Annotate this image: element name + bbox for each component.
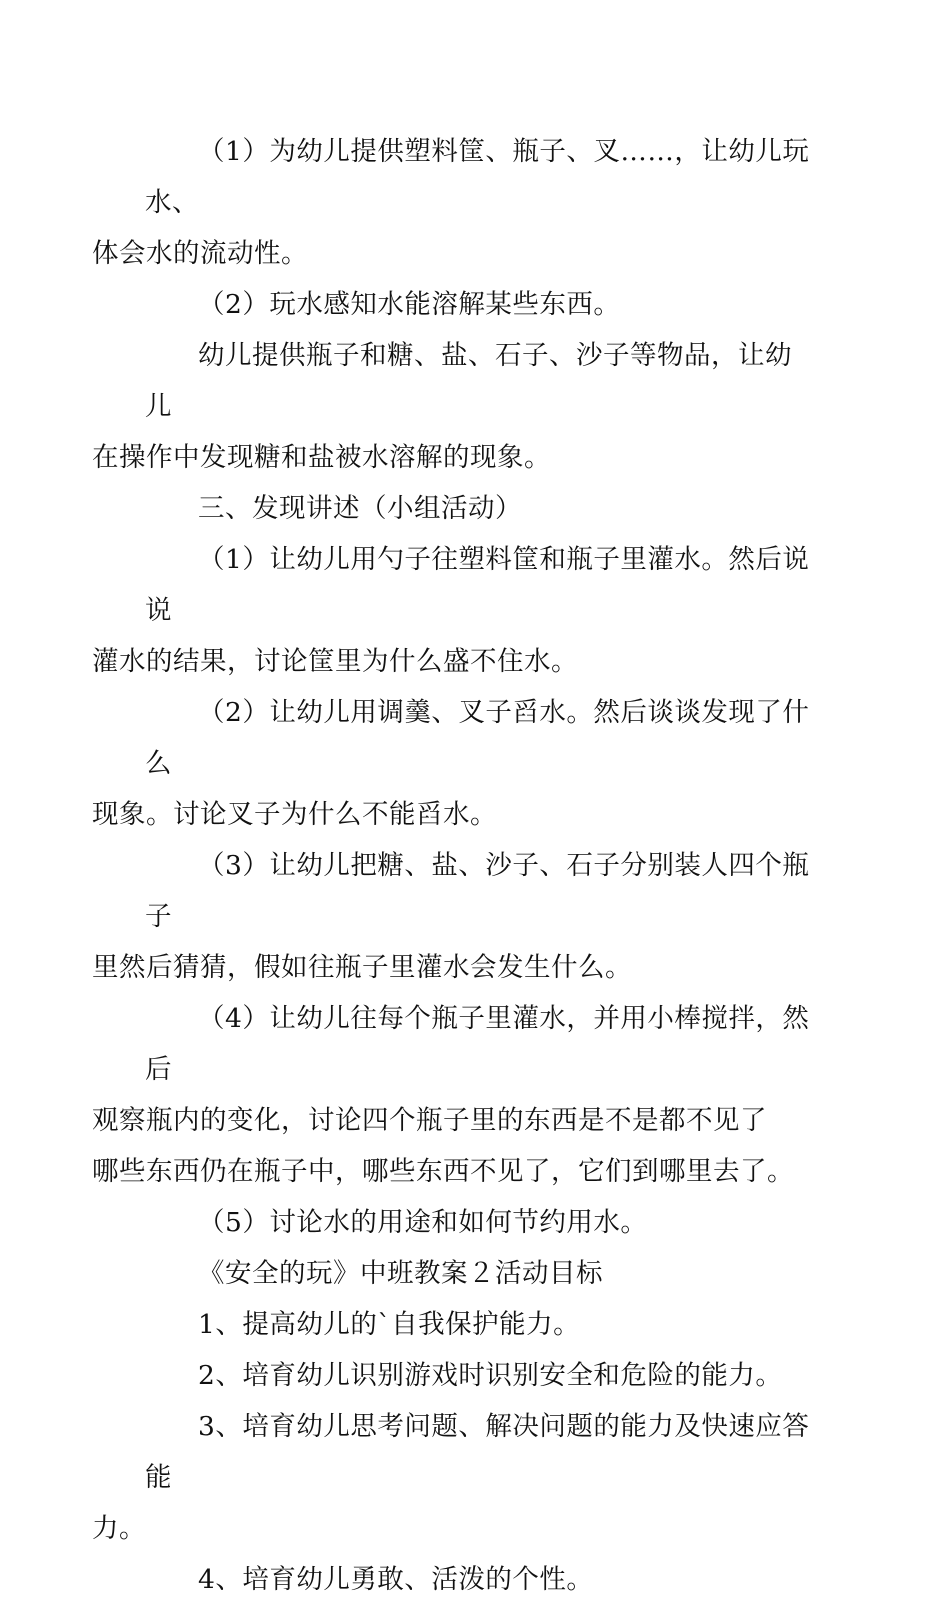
text-line: （1）让幼儿用勺子往塑料筐和瓶子里灌水。然后说说: [145, 544, 810, 626]
paragraph-step-5: [145, 1197, 813, 1248]
document-body: [92, 126, 813, 1605]
text-line: 1、提高幼儿的`自我保护能力。: [198, 1309, 581, 1340]
text-line: 三、发现讲述（小组活动）: [198, 493, 522, 524]
text-line: 3、培育幼儿思考问题、解决问题的能力及快速应答能: [145, 1411, 810, 1493]
text-line: （5）讨论水的用途和如何节约用水。: [198, 1207, 648, 1238]
text-line: （3）让幼儿把糖、盐、沙子、石子分别装人四个瓶子: [145, 850, 810, 932]
text-line: 里然后猜猜，假如往瓶子里灌水会发生什么。: [92, 952, 632, 983]
section-heading-lesson-2: [145, 1248, 813, 1299]
paragraph-step-4: [92, 993, 813, 1197]
text-line: （1）为幼儿提供塑料筐、瓶子、叉……，让幼儿玩水、: [145, 136, 810, 218]
goal-item-4: [145, 1554, 813, 1605]
text-line: 2、培育幼儿识别游戏时识别安全和危险的能力。: [198, 1360, 783, 1391]
text-line: （4）让幼儿往每个瓶子里灌水，并用小棒搅拌，然后: [145, 1003, 810, 1085]
text-line: 幼儿提供瓶子和糖、盐、石子、沙子等物品，让幼儿: [145, 340, 792, 422]
text-line: 现象。讨论叉子为什么不能舀水。: [92, 799, 497, 830]
text-line: 灌水的结果，讨论筐里为什么盛不住水。: [92, 646, 578, 677]
paragraph-sugar-salt: [92, 330, 813, 483]
text-line: 在操作中发现糖和盐被水溶解的现象。: [92, 442, 551, 473]
text-line: （2）玩水感知水能溶解某些东西。: [198, 289, 621, 320]
paragraph-step-1: [92, 534, 813, 687]
paragraph-dissolve: [145, 279, 813, 330]
paragraph-provide-materials: [92, 126, 813, 279]
goal-item-3: [92, 1401, 813, 1554]
text-line: （2）让幼儿用调羹、叉子舀水。然后谈谈发现了什么: [145, 697, 810, 779]
section-heading-discovery: [145, 483, 813, 534]
text-line: 力。: [92, 1513, 146, 1544]
paragraph-step-2: [92, 687, 813, 840]
paragraph-step-3: [92, 840, 813, 993]
goal-item-1: [145, 1299, 813, 1350]
text-line: 哪些东西仍在瓶子中，哪些东西不见了，它们到哪里去了。: [92, 1156, 794, 1187]
goal-item-2: [145, 1350, 813, 1401]
text-line: 4、培育幼儿勇敢、活泼的个性。: [198, 1564, 594, 1595]
text-line: 《安全的玩》中班教案２活动目标: [198, 1258, 603, 1289]
text-line: 体会水的流动性。: [92, 238, 308, 269]
text-line: 观察瓶内的变化，讨论四个瓶子里的东西是不是都不见了: [92, 1105, 767, 1136]
